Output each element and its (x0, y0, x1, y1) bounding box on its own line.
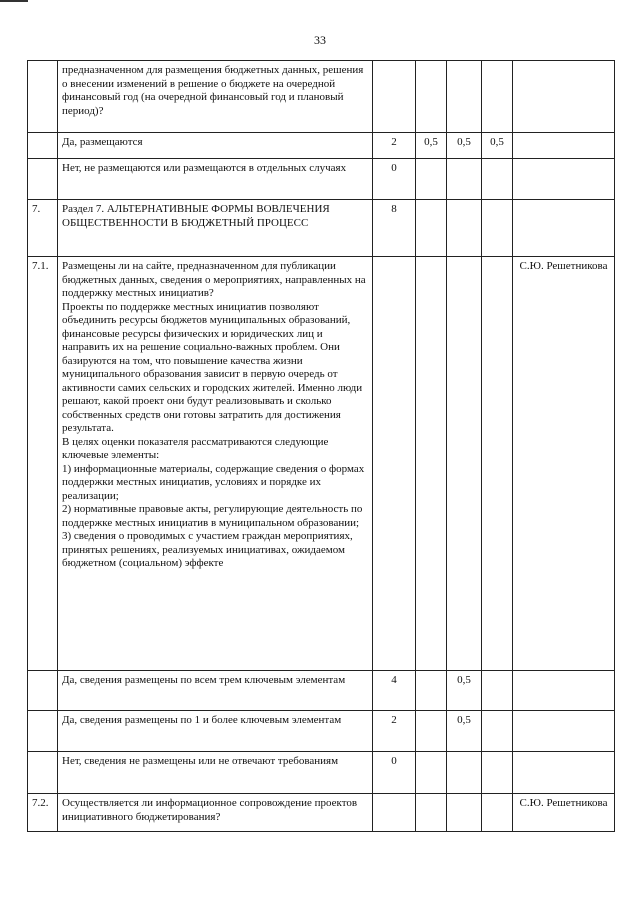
paragraph: 3) сведения о проводимых с участием граждан мероприятиях, принятых решениях, реализуемых инициативах, ожидаемом бюджетном (социальном) эффекте (62, 530, 353, 569)
score-cell: 0 (373, 752, 416, 794)
criteria-table-body (28, 61, 615, 832)
row-number: 7. (28, 200, 58, 257)
paragraph: 2) нормативные правовые акты, регулирующие деятельность по поддержке местных инициатив в муниципальном образовании; (62, 503, 363, 529)
paragraph: предназначенном для размещения бюджетных данных, решения о внесении изменений в решение о бюджете на очередной финансовый год (на очередной финансовый год и плановый период)? (62, 64, 364, 117)
row-text (58, 159, 373, 200)
weight-cell-3 (482, 159, 513, 200)
row-text (58, 133, 373, 159)
table-row (28, 711, 615, 752)
weight-cell-2: 0,5 (447, 711, 482, 752)
weight-cell-2 (447, 257, 482, 671)
row-text (58, 711, 373, 752)
responsible-cell (513, 671, 615, 711)
weight-cell-1: 0,5 (416, 133, 447, 159)
weight-cell-2 (447, 752, 482, 794)
row-text (58, 61, 373, 133)
weight-cell-1 (416, 200, 447, 257)
weight-cell-2 (447, 61, 482, 133)
weight-cell-2: 0,5 (447, 133, 482, 159)
table-row (28, 61, 615, 133)
responsible-cell (513, 133, 615, 159)
row-number (28, 671, 58, 711)
table-row (28, 752, 615, 794)
weight-cell-3 (482, 752, 513, 794)
weight-cell-3 (482, 257, 513, 671)
table-row (28, 671, 615, 711)
row-text (58, 257, 373, 671)
corner-mark (0, 0, 28, 2)
weight-cell-3 (482, 671, 513, 711)
paragraph: В целях оценки показателя рассматриваются следующие ключевые элементы: (62, 435, 329, 461)
weight-cell-1 (416, 752, 447, 794)
score-cell: 8 (373, 200, 416, 257)
row-number (28, 159, 58, 200)
row-text (58, 671, 373, 711)
paragraph: 1) информационные материалы, содержащие сведения о формах поддержки местных инициатив, условиях и порядке их реализации; (62, 462, 365, 502)
responsible-cell: С.Ю. Решетникова (513, 794, 615, 832)
paragraph: Размещены ли на сайте, предназначенном для публикации бюджетных данных, сведения о мероприятиях, направленных на поддержку местных инициатив? (62, 260, 366, 299)
row-number (28, 61, 58, 133)
table-row (28, 794, 615, 832)
weight-cell-2 (447, 159, 482, 200)
weight-cell-2 (447, 794, 482, 832)
paragraph: Да, сведения размещены по 1 и более ключевым элементам (62, 714, 342, 726)
row-number: 7.2. (28, 794, 58, 832)
weight-cell-2 (447, 200, 482, 257)
paragraph: Да, сведения размещены по всем трем ключевым элементам (62, 674, 346, 686)
paragraph: Да, размещаются (62, 136, 143, 148)
row-number: 7.1. (28, 257, 58, 671)
weight-cell-3 (482, 61, 513, 133)
weight-cell-1 (416, 159, 447, 200)
weight-cell-1 (416, 61, 447, 133)
paragraph: Нет, сведения не размещены или не отвечают требованиям (62, 755, 339, 767)
weight-cell-3: 0,5 (482, 133, 513, 159)
weight-cell-1 (416, 671, 447, 711)
paragraph: Нет, не размещаются или размещаются в отдельных случаях (62, 162, 347, 174)
row-number (28, 752, 58, 794)
table-row (28, 133, 615, 159)
weight-cell-3 (482, 200, 513, 257)
responsible-cell (513, 752, 615, 794)
row-text (58, 752, 373, 794)
paragraph: Проекты по поддержке местных инициатив позволяют объединить ресурсы бюджетов муниципальных образований, финансовые ресурсы физических и юридических лиц и направить их на решение социально-важных проблем. Они базируются на том, что повышение качества жизни муниципального образования зависит в первую очередь от активности самих сельских и городских жителей. Именно люди решают, какой проект они будут реализовывать и сколько собственных средств они готовы затратить для достижения результата. (62, 300, 363, 434)
weight-cell-1 (416, 711, 447, 752)
table-row (28, 159, 615, 200)
criteria-table (27, 60, 615, 832)
row-text (58, 794, 373, 832)
score-cell: 2 (373, 133, 416, 159)
paragraph: Осуществляется ли информационное сопровождение проектов инициативного бюджетирования? (62, 797, 358, 823)
score-cell (373, 257, 416, 671)
paragraph: Раздел 7. АЛЬТЕРНАТИВНЫЕ ФОРМЫ ВОВЛЕЧЕНИЯ ОБЩЕСТВЕННОСТИ В БЮДЖЕТНЫЙ ПРОЦЕСС (62, 203, 330, 229)
table-row (28, 200, 615, 257)
row-text (58, 200, 373, 257)
weight-cell-3 (482, 794, 513, 832)
responsible-cell: С.Ю. Решетникова (513, 257, 615, 671)
responsible-cell (513, 200, 615, 257)
score-cell: 2 (373, 711, 416, 752)
responsible-cell (513, 711, 615, 752)
responsible-cell (513, 159, 615, 200)
score-cell: 4 (373, 671, 416, 711)
weight-cell-1 (416, 257, 447, 671)
weight-cell-1 (416, 794, 447, 832)
responsible-cell (513, 61, 615, 133)
score-cell (373, 794, 416, 832)
weight-cell-2: 0,5 (447, 671, 482, 711)
row-number (28, 133, 58, 159)
page-number: 33 (314, 33, 326, 47)
row-number (28, 711, 58, 752)
score-cell (373, 61, 416, 133)
table-row (28, 257, 615, 671)
score-cell: 0 (373, 159, 416, 200)
weight-cell-3 (482, 711, 513, 752)
